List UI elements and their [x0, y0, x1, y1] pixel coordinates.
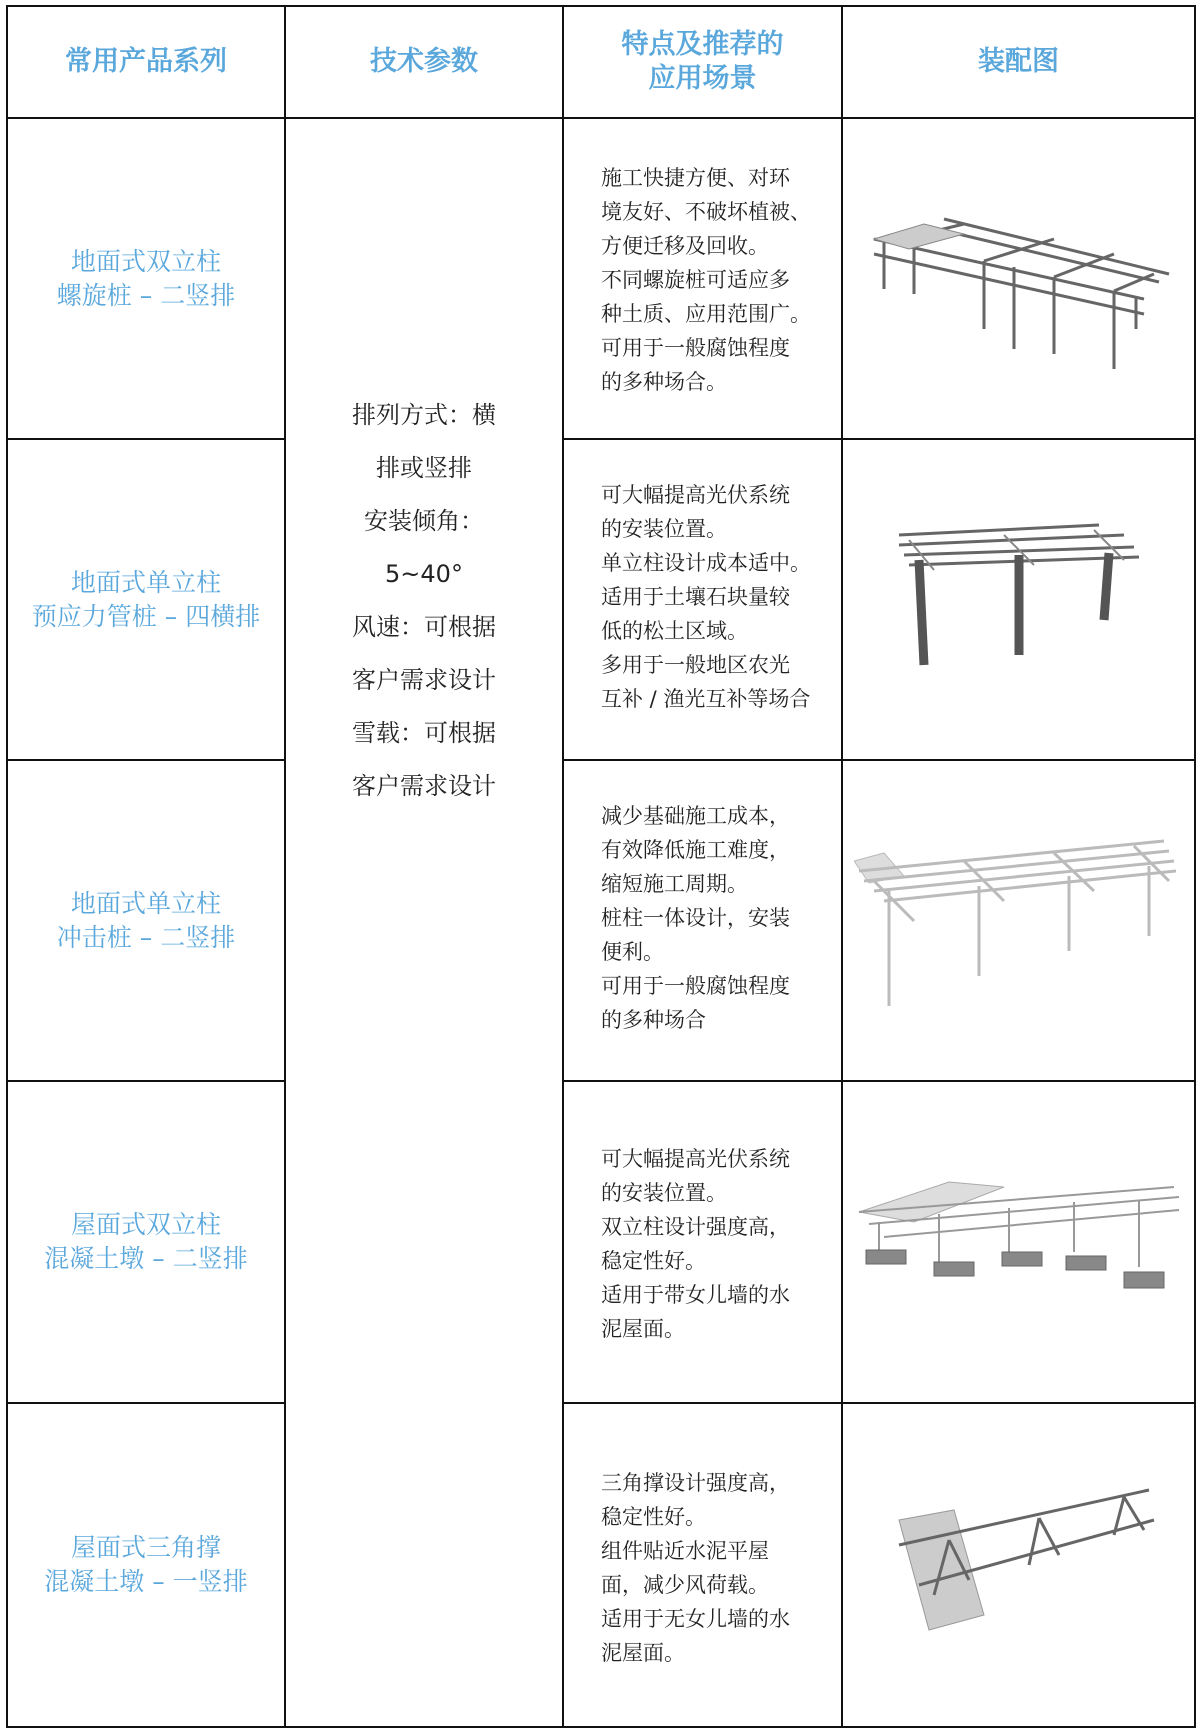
row-3-features: 减少基础施工成本， 有效降低施工难度， 缩短施工周期。 桩柱一体设计，安装 便利。 可用于一般腐蚀程度 的多种场合 [601, 804, 790, 1032]
ground-single-post-pipe-pile-diagram [889, 515, 1149, 685]
param-line: 客户需求设计 [352, 666, 496, 694]
header-product-series: 常用产品系列 [65, 46, 227, 77]
param-line: 排列方式：横 [352, 401, 496, 429]
roof-double-post-concrete-block-diagram [854, 1172, 1184, 1312]
row-2-series: 地面式单立柱 预应力管桩 – 四横排 [31, 567, 261, 631]
row-5-diagram [843, 1404, 1194, 1726]
param-line: 客户需求设计 [352, 772, 496, 800]
row-4-features: 可大幅提高光伏系统 的安装位置。 双立柱设计强度高， 稳定性好。 适用于带女儿墙的水 泥屋面。 [601, 1147, 790, 1341]
product-table [6, 5, 1196, 1728]
table-border-bottom [6, 1726, 1196, 1728]
param-line: 风速：可根据 [352, 613, 496, 641]
row-2-features: 可大幅提高光伏系统 的安装位置。 单立柱设计成本适中。 适用于土壤石块量较 低的松土区域。 多用于一般地区农光 互补 / 渔光互补等场合 [601, 483, 811, 711]
tech-params-cell [286, 119, 562, 1119]
ground-double-post-screw-pile-diagram [854, 179, 1184, 379]
row-3-diagram [843, 761, 1194, 1080]
param-line: 雪载：可根据 [352, 719, 496, 747]
row-4-diagram [843, 1082, 1194, 1402]
row-1-diagram [843, 119, 1194, 438]
header-tech-params: 技术参数 [370, 46, 478, 77]
param-line: 5~40° [385, 560, 463, 588]
table-border-right [1194, 5, 1196, 1728]
param-line: 安装倾角： [364, 507, 484, 535]
header-features: 特点及推荐的 应用场景 [621, 29, 784, 94]
row-1-features: 施工快捷方便、对环 境友好、不破坏植被、 方便迁移及回收。 不同螺旋桩可适应多 种土质、应用范围广。 可用于一般腐蚀程度 的多种场合。 [601, 166, 811, 394]
roof-triangle-brace-concrete-block-diagram [879, 1485, 1159, 1645]
row-2-diagram [843, 440, 1194, 759]
ground-single-post-driven-pile-diagram [854, 831, 1184, 1011]
param-line: 排或竖排 [376, 454, 472, 482]
header-diagram: 装配图 [978, 46, 1059, 77]
row-5-features: 三角撑设计强度高， 稳定性好。 组件贴近水泥平屋 面，减少风荷载。 适用于无女儿墙的水 泥屋面。 [601, 1471, 790, 1665]
row-3-series: 地面式单立柱 冲击桩 – 二竖排 [56, 888, 236, 952]
row-1-series: 地面式双立柱 螺旋桩 – 二竖排 [56, 246, 236, 310]
row-4-series: 屋面式双立柱 混凝土墩 – 二竖排 [44, 1210, 248, 1273]
row-5-series: 屋面式三角撑 混凝土墩 – 一竖排 [44, 1533, 248, 1596]
